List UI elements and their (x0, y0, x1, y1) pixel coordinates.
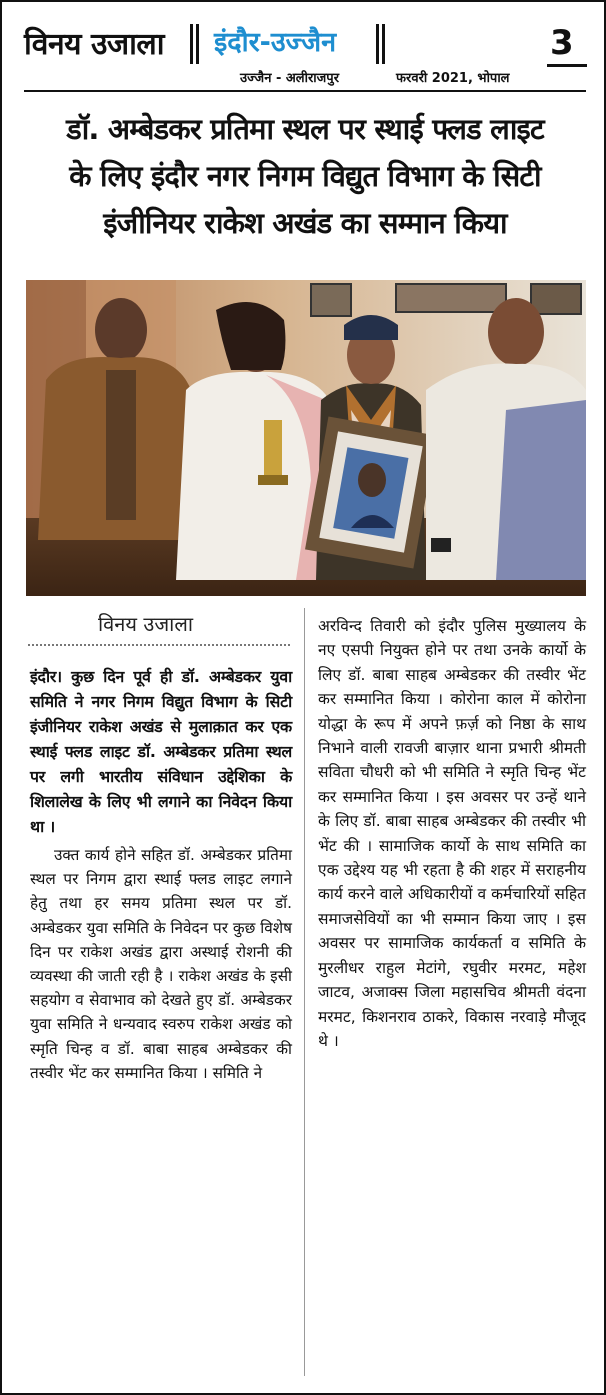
header-rule (24, 90, 586, 92)
edition-title: इंदौर-उज्जैन (214, 27, 337, 58)
article-column-left (30, 664, 292, 1085)
article-paragraph: अरविन्द तिवारी को इंदौर पुलिस मुख्यालय के नए एसपी नियुक्त होने पर तथा उनके कार्यो के लिए डॉ. बाबा साहब अम्बेडकर की तस्वीर भेंट कर सम्मानित किया । कोरोना काल में कोरोना योद्धा के रूप में अपने फ़र्ज़ को निष्ठा के साथ निभाने वाली रावजी बाज़ार थाना प्रभारी श्रीमती सविता चौधरी को भी समिति ने स्मृति चिन्ह भेंट कर सम्मानित किया । इस अवसर पर उन्हें थाने के लिए डॉ. बाबा साहब अम्बेडकर की तस्वीर भी भेंट की । सामाजिक कार्यो के साथ समिति का एक उद्देश्य यह भी रहता है की शहर में सराहनीय कार्य करने वाले अधिकारीयों व कर्मचारियों सहित समाजसेवियों का भी सम्मान किया जाए । इस अवसर पर सामाजिक कार्यकर्ता व समिति के मुरलीधर राहुल मेटांगे, रघुवीर मरमट, महेश जाटव, अजाक्स जिला महासचिव श्रीमती वंदना मरमट, किशनराव ठाकरे, विकास नरवाड़े मौजूद थे । (318, 617, 586, 1050)
page-number: 3 (550, 23, 574, 63)
article-paragraph: उक्त कार्य होने सहित डॉ. अम्बेडकर प्रतिमा स्थल पर निगम द्वारा स्थाई फ्लड लाइट लगाने हेतु तथा हर समय प्रतिमा स्थल पर डॉ. अम्बेडकर युवा समिति के निवेदन पर कुछ विशेष दिन पर राकेश अखंड द्वारा अस्थाई रोशनी की व्यवस्था की जाती रही है । राकेश अखंड के इसी सहयोग व सेवाभाव को देखते हुए डॉ. अम्बेडकर युवा समिति ने धन्यवाद स्वरुप राकेश अखंड को स्मृति चिन्ह व डॉ. बाबा साहब अम्बेडकर की तस्वीर भेंट कर सम्मानित किया । समिति ने (30, 846, 292, 1082)
header-divider (196, 24, 199, 64)
headline-line: इंजीनियर राकेश अखंड का सम्मान किया (103, 206, 507, 240)
brand-logo: विनय उजाला (24, 27, 165, 62)
masthead (24, 24, 164, 64)
header-divider (382, 24, 385, 64)
header-divider (376, 24, 379, 64)
byline-dotted-rule (28, 644, 290, 646)
edition-subline: उज्जैन - अलीराजपुर (240, 71, 340, 86)
article-column-right (318, 614, 586, 1053)
headline (20, 106, 590, 247)
byline: विनय उजाला (98, 612, 194, 636)
article-lead: इंदौर। कुछ दिन पूर्व ही डॉ. अम्बेडकर युवा समिति ने नगर निगम विद्युत विभाग के सिटी इंजीनियर राकेश अखंड से मुलाक़ात कर एक स्थाई फ्लड लाइट डॉ. अम्बेडकर प्रतिमा स्थल पर लगी भारतीय संविधान उद्देशिका के शिलालेख के लिए भी लगाने का निवेदन किया था । (30, 667, 292, 836)
column-divider (304, 608, 305, 1376)
news-photo (26, 280, 586, 596)
headline-line: के लिए इंदौर नगर निगम विद्युत विभाग के सिटी (69, 159, 541, 193)
header-divider (190, 24, 193, 64)
headline-line: डॉ. अम्बेडकर प्रतिमा स्थल पर स्थाई फ्लड लाइट (66, 112, 544, 146)
date-line: फरवरी 2021, भोपाल (396, 71, 510, 86)
photo-illustration (26, 280, 586, 596)
page-number-rule (547, 64, 587, 67)
